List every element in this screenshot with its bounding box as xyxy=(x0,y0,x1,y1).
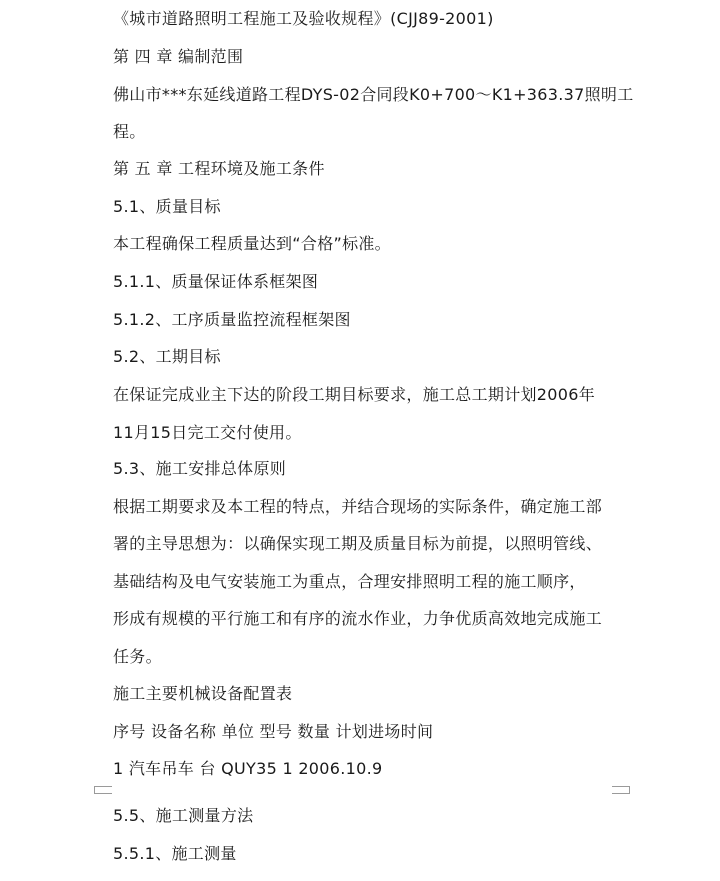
text-line: 署的主导思想为：以确保实现工期及质量目标为前提，以照明管线、 xyxy=(113,534,603,553)
section-heading: 5.5、施工测量方法 xyxy=(113,806,254,825)
text-line: 本工程确保工程质量达到“合格”标准。 xyxy=(113,234,391,253)
page-break-marker-left xyxy=(94,786,112,794)
text-line: 《城市道路照明工程施工及验收规程》(CJJ89-2001) xyxy=(113,9,494,28)
text-line: 程。 xyxy=(113,122,146,141)
text-line: 根据工期要求及本工程的特点，并结合现场的实际条件，确定施工部 xyxy=(113,497,603,516)
chapter-heading: 第 四 章 编制范围 xyxy=(113,47,244,66)
text-line: 佛山市***东延线道路工程DYS-02合同段K0+700～K1+363.37照明工 xyxy=(113,85,634,104)
section-heading: 5.3、施工安排总体原则 xyxy=(113,459,287,478)
page-break-marker-right xyxy=(612,786,630,794)
section-heading: 5.2、工期目标 xyxy=(113,347,221,366)
text-line: 基础结构及电气安装施工为重点，合理安排照明工程的施工顺序， xyxy=(113,572,586,591)
table-row: 1 汽车吊车 台 QUY35 1 2006.10.9 xyxy=(113,759,383,778)
section-heading: 5.5.1、施工测量 xyxy=(113,844,237,863)
text-line: 任务。 xyxy=(113,647,162,666)
text-line: 11月15日完工交付使用。 xyxy=(113,423,302,442)
section-heading: 5.1.2、工序质量监控流程框架图 xyxy=(113,310,351,329)
chapter-heading: 第 五 章 工程环境及施工条件 xyxy=(113,159,325,178)
table-header: 序号 设备名称 单位 型号 数量 计划进场时间 xyxy=(113,722,434,741)
text-line: 在保证完成业主下达的阶段工期目标要求，施工总工期计划2006年 xyxy=(113,385,596,404)
table-title: 施工主要机械设备配置表 xyxy=(113,684,293,703)
text-line: 形成有规模的平行施工和有序的流水作业，力争优质高效地完成施工 xyxy=(113,609,603,628)
section-heading: 5.1.1、质量保证体系框架图 xyxy=(113,272,319,291)
section-heading: 5.1、质量目标 xyxy=(113,197,221,216)
